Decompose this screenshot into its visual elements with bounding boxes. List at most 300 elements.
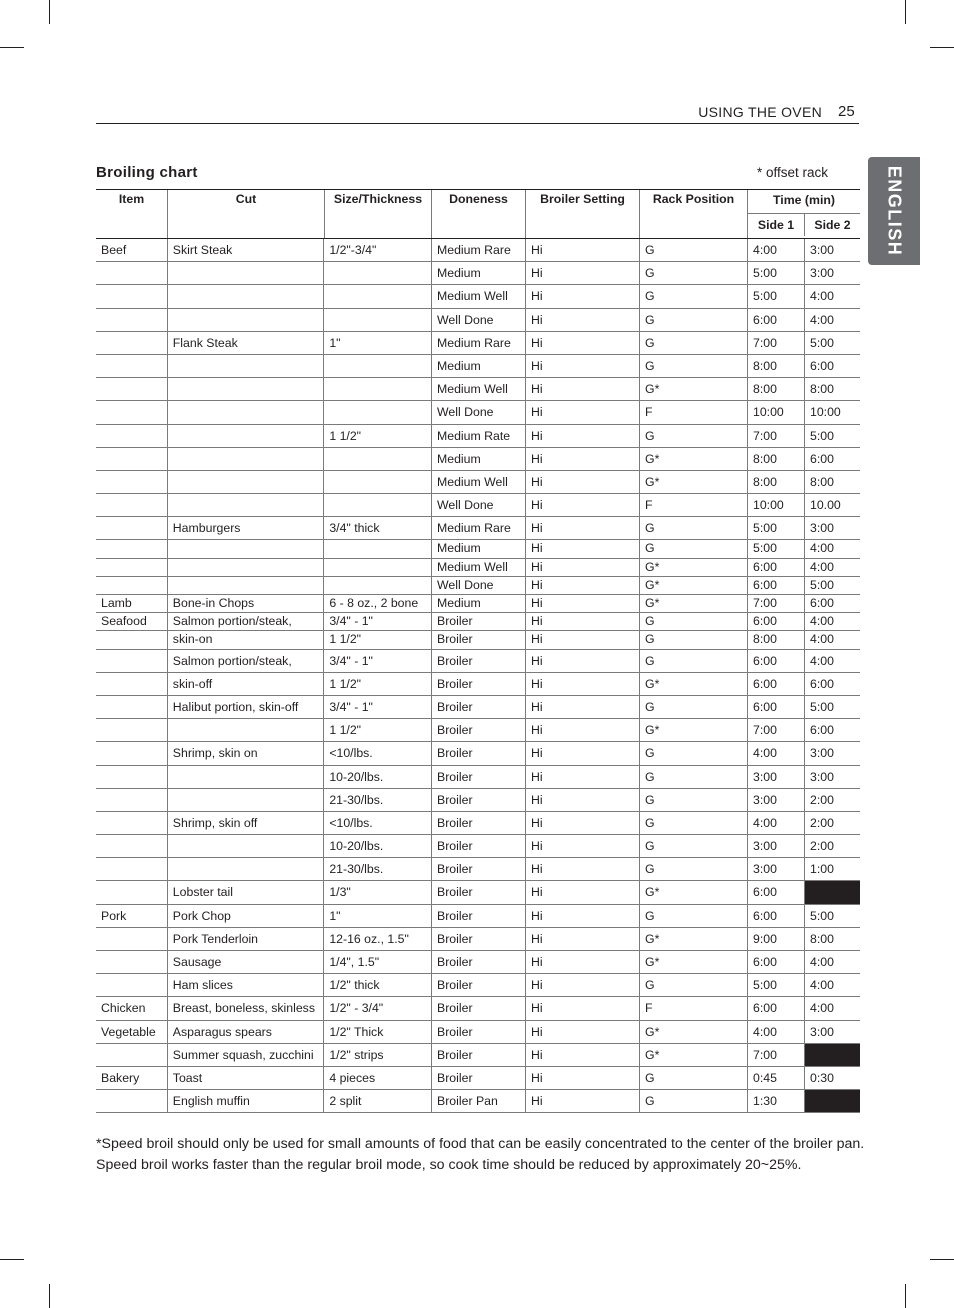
cell-item <box>96 262 168 284</box>
table-row <box>96 631 860 649</box>
cell-doneness: Broiler <box>432 1067 526 1089</box>
cell-time-side-2: 3:00 <box>810 746 834 761</box>
cell-doneness: Well Done <box>432 577 526 594</box>
cell-time-side-1: 4:00 <box>748 1021 805 1043</box>
cell-rack-position: G* <box>640 673 748 695</box>
cell-cut: Salmon portion/steak, <box>168 650 325 672</box>
cell-doneness: Medium Well <box>432 378 526 400</box>
table-row <box>96 494 860 517</box>
cell-broiler-setting: Hi <box>526 262 640 284</box>
cell-item <box>96 1090 168 1112</box>
cell-rack-position: G* <box>640 448 748 470</box>
table-row <box>96 309 860 332</box>
cell-doneness: Medium Rare <box>432 517 526 539</box>
cell-size: 1 1/2" <box>329 632 362 647</box>
cell-item <box>96 742 168 764</box>
cell-time-side-2: 3:00 <box>810 243 834 257</box>
cell-broiler-setting: Hi <box>526 719 640 741</box>
cell-time-side-2: 5:00 <box>810 577 834 592</box>
cell-doneness: Broiler <box>432 613 526 630</box>
cell-item <box>96 355 168 377</box>
row-label-group <box>96 378 432 400</box>
cell-rack-position: F <box>640 494 748 516</box>
page-number: 25 <box>838 103 855 120</box>
table-row <box>96 742 860 765</box>
table-row <box>96 595 860 613</box>
cell-time-side-1: 7:00 <box>748 595 805 612</box>
header-rule <box>96 123 859 124</box>
cell-time-side-2: 3:00 <box>810 1024 834 1039</box>
cell-item <box>96 425 168 447</box>
cell-size: 1 1/2" <box>329 723 362 738</box>
cell-doneness: Well Done <box>432 401 526 423</box>
cell-time-side-1: 3:00 <box>748 835 805 857</box>
cell-cut <box>168 401 325 423</box>
cell-broiler-setting: Hi <box>526 835 640 857</box>
row-label-group <box>96 928 432 950</box>
cell-size: 6 - 8 oz., 2 bone <box>329 596 419 610</box>
cell-time-side-1: 6:00 <box>748 673 805 695</box>
table-row <box>96 613 860 631</box>
cell-cut: Asparagus spears <box>168 1021 325 1043</box>
row-label-group <box>96 239 432 261</box>
cell-broiler-setting: Hi <box>526 928 640 950</box>
cell-size: 1/2" Thick <box>329 1024 384 1039</box>
crop-mark <box>905 0 906 24</box>
row-label-group <box>96 1067 432 1089</box>
cell-broiler-setting: Hi <box>526 613 640 630</box>
language-tab-label: ENGLISH <box>884 165 905 257</box>
table-row <box>96 719 860 742</box>
cell-time-side-2: 4:00 <box>810 955 834 969</box>
header-cut: Cut <box>168 190 325 238</box>
cell-broiler-setting: Hi <box>526 951 640 973</box>
cell-size <box>324 309 431 331</box>
cell-rack-position: G <box>640 239 748 261</box>
cell-time-side-1: 6:00 <box>748 997 805 1019</box>
row-label-group <box>96 285 432 307</box>
cell-rack-position: G <box>640 858 748 880</box>
cell-broiler-setting: Hi <box>526 696 640 718</box>
cell-doneness: Medium <box>432 355 526 377</box>
cell-time-side-1: 7:00 <box>748 332 805 354</box>
cell-item <box>96 835 168 857</box>
cell-rack-position: G <box>640 789 748 811</box>
cell-rack-position: G <box>640 1090 748 1112</box>
cell-item <box>96 577 168 594</box>
cell-cut <box>168 577 325 594</box>
cell-doneness: Broiler <box>432 812 526 834</box>
row-label-group <box>96 719 432 741</box>
cell-size: 1 1/2" <box>329 676 362 691</box>
cell-broiler-setting: Hi <box>526 631 640 648</box>
header-doneness: Doneness <box>432 190 526 238</box>
cell-item: Bakery <box>96 1067 168 1089</box>
row-label-group <box>96 812 432 834</box>
cell-size: 3/4" thick <box>329 521 380 536</box>
cell-item <box>96 378 168 400</box>
cell-doneness: Medium Well <box>432 285 526 307</box>
cell-cut: Halibut portion, skin-off <box>168 696 325 718</box>
cell-time-side-1: 8:00 <box>748 471 805 493</box>
cell-time-side-2: 8:00 <box>810 382 834 397</box>
cell-time-side-1: 5:00 <box>748 974 805 996</box>
cell-cut: Skirt Steak <box>168 239 325 261</box>
row-label-group <box>96 540 432 557</box>
cell-time-side-2: 10.00 <box>810 498 841 513</box>
table-row <box>96 1044 860 1067</box>
cell-doneness: Broiler <box>432 997 526 1019</box>
cell-time-side-2: 4:00 <box>810 632 834 647</box>
cell-time-side-2: 1:00 <box>810 862 834 877</box>
cell-rack-position: G <box>640 696 748 718</box>
cell-time-side-2: 6:00 <box>810 451 834 466</box>
cell-time-side-2 <box>805 1044 860 1066</box>
cell-item <box>96 494 168 516</box>
cell-item: Vegetable <box>96 1021 168 1043</box>
cell-size: <10/lbs. <box>329 815 373 830</box>
cell-size: 21-30/lbs. <box>329 792 384 807</box>
row-label-group <box>96 494 432 516</box>
cell-rack-position: G <box>640 905 748 927</box>
table-row <box>96 766 860 789</box>
table-row <box>96 905 860 928</box>
row-label-group <box>96 517 432 539</box>
cell-broiler-setting: Hi <box>526 595 640 612</box>
cell-broiler-setting: Hi <box>526 239 640 261</box>
cell-time-side-1: 10:00 <box>748 494 805 516</box>
cell-time-side-2 <box>805 1090 860 1112</box>
cell-time-side-1: 6:00 <box>748 905 805 927</box>
cell-doneness: Broiler <box>432 951 526 973</box>
cell-time-side-2: 6:00 <box>810 358 834 373</box>
cell-size: 21-30/lbs. <box>329 862 384 877</box>
cell-size: 1" <box>329 335 341 350</box>
cell-size: 1/4", 1.5" <box>329 955 380 969</box>
crop-mark <box>930 47 954 48</box>
cell-broiler-setting: Hi <box>526 355 640 377</box>
header-broiler-setting: Broiler Setting <box>526 190 640 238</box>
cell-time-side-1: 6:00 <box>748 613 805 630</box>
cell-broiler-setting: Hi <box>526 471 640 493</box>
section-title: USING THE OVEN <box>698 104 822 120</box>
cell-time-side-2: 2:00 <box>810 815 834 830</box>
cell-doneness: Broiler <box>432 789 526 811</box>
row-label-group <box>96 673 432 695</box>
cell-broiler-setting: Hi <box>526 812 640 834</box>
table-row <box>96 540 860 558</box>
cell-doneness: Broiler <box>432 928 526 950</box>
cell-rack-position: G <box>640 517 748 539</box>
broiling-table <box>96 189 860 1113</box>
cell-broiler-setting: Hi <box>526 401 640 423</box>
cell-item <box>96 309 168 331</box>
cell-doneness: Broiler Pan <box>432 1090 526 1112</box>
cell-broiler-setting: Hi <box>526 577 640 594</box>
cell-rack-position: G <box>640 766 748 788</box>
chart-title: Broiling chart <box>96 164 198 181</box>
cell-doneness: Broiler <box>432 766 526 788</box>
cell-size: <10/lbs. <box>329 746 373 761</box>
header-size: Size/Thickness <box>325 190 432 238</box>
cell-cut <box>168 559 325 576</box>
row-label-group <box>96 650 432 672</box>
cell-doneness: Broiler <box>432 905 526 927</box>
row-label-group <box>96 1044 432 1066</box>
cell-item <box>96 951 168 973</box>
crop-mark <box>49 0 50 24</box>
cell-size <box>324 540 431 557</box>
cell-size: 1/2" - 3/4" <box>329 1001 384 1016</box>
cell-time-side-1: 7:00 <box>748 425 805 447</box>
cell-cut: Lobster tail <box>168 881 325 903</box>
cell-item <box>96 881 168 903</box>
cell-cut <box>168 494 325 516</box>
cell-cut <box>168 471 325 493</box>
cell-doneness: Broiler <box>432 881 526 903</box>
cell-size <box>324 494 431 516</box>
cell-cut: Summer squash, zucchini <box>168 1044 325 1066</box>
cell-time-side-1: 4:00 <box>748 239 805 261</box>
cell-doneness: Broiler <box>432 696 526 718</box>
row-label-group <box>96 355 432 377</box>
language-tab <box>868 157 920 265</box>
cell-broiler-setting: Hi <box>526 1021 640 1043</box>
cell-size: 2 split <box>329 1094 362 1109</box>
cell-time-side-1: 3:00 <box>748 789 805 811</box>
cell-time-side-1: 1:30 <box>748 1090 805 1112</box>
footnote-line: Speed broil works faster than the regular broil mode, so cook time should be reduced by approximately 20~25%. <box>96 1156 802 1173</box>
cell-item: Seafood <box>96 613 168 630</box>
header-rack-position: Rack Position <box>640 190 748 238</box>
table-header <box>96 189 860 239</box>
cell-time-side-2: 4:00 <box>810 978 834 993</box>
row-label-group <box>96 835 432 857</box>
cell-broiler-setting: Hi <box>526 789 640 811</box>
cell-cut: Salmon portion/steak, <box>168 613 325 630</box>
cell-time-side-1: 5:00 <box>748 540 805 557</box>
cell-time-side-2: 5:00 <box>810 335 834 350</box>
cell-rack-position: G* <box>640 559 748 576</box>
table-row <box>96 1021 860 1044</box>
table-row <box>96 858 860 881</box>
cell-time-side-1: 6:00 <box>748 951 805 973</box>
cell-size <box>324 378 431 400</box>
table-body <box>96 239 860 1113</box>
cell-time-side-2: 4:00 <box>810 559 834 574</box>
cell-size: 3/4" - 1" <box>329 699 373 714</box>
cell-item <box>96 631 168 648</box>
row-label-group <box>96 881 432 903</box>
footnote-line: *Speed broil should only be used for small amounts of food that can be easily concentrated to the center of the broiler pan. <box>96 1136 865 1152</box>
row-label-group <box>96 401 432 423</box>
cell-item: Lamb <box>96 595 168 612</box>
cell-rack-position: G <box>640 974 748 996</box>
cell-rack-position: G <box>640 650 748 672</box>
cell-time-side-1: 6:00 <box>748 881 805 903</box>
cell-time-side-1: 8:00 <box>748 378 805 400</box>
cell-cut: Pork Tenderloin <box>168 928 325 950</box>
row-label-group <box>96 696 432 718</box>
cell-broiler-setting: Hi <box>526 997 640 1019</box>
cell-doneness: Broiler <box>432 858 526 880</box>
cell-time-side-2: 3:00 <box>810 521 834 536</box>
cell-size: 10-20/lbs. <box>329 769 384 784</box>
table-row <box>96 401 860 424</box>
cell-rack-position: G* <box>640 378 748 400</box>
cell-broiler-setting: Hi <box>526 494 640 516</box>
cell-time-side-2: 6:00 <box>810 596 834 610</box>
table-row <box>96 425 860 448</box>
cell-time-side-2: 8:00 <box>810 474 834 489</box>
cell-size: 12-16 oz., 1.5" <box>329 931 409 946</box>
cell-rack-position: G <box>640 309 748 331</box>
cell-item <box>96 812 168 834</box>
cell-size <box>324 448 431 470</box>
cell-item <box>96 650 168 672</box>
cell-time-side-2: 10:00 <box>810 405 841 420</box>
cell-time-side-1: 8:00 <box>748 631 805 648</box>
cell-rack-position: G <box>640 540 748 557</box>
cell-broiler-setting: Hi <box>526 559 640 576</box>
cell-size <box>324 285 431 307</box>
cell-rack-position: G <box>640 262 748 284</box>
cell-size: 10-20/lbs. <box>329 839 384 854</box>
table-row <box>96 355 860 378</box>
cell-doneness: Well Done <box>432 309 526 331</box>
header-time <box>748 190 860 238</box>
cell-time-side-1: 8:00 <box>748 355 805 377</box>
table-row <box>96 378 860 401</box>
cell-size <box>324 262 431 284</box>
row-label-group <box>96 577 432 594</box>
cell-rack-position: F <box>640 997 748 1019</box>
cell-rack-position: G <box>640 742 748 764</box>
offset-rack-note: * offset rack <box>756 165 828 180</box>
header-time-label: Time (min) <box>748 190 860 214</box>
table-row <box>96 928 860 951</box>
row-label-group <box>96 1021 432 1043</box>
cell-size: 4 pieces <box>329 1070 376 1085</box>
cell-rack-position: G* <box>640 881 748 903</box>
cell-broiler-setting: Hi <box>526 1044 640 1066</box>
table-row <box>96 285 860 308</box>
cell-item <box>96 789 168 811</box>
cell-size <box>324 355 431 377</box>
cell-broiler-setting: Hi <box>526 858 640 880</box>
cell-rack-position: G <box>640 812 748 834</box>
cell-broiler-setting: Hi <box>526 332 640 354</box>
row-label-group <box>96 1090 432 1112</box>
table-row <box>96 974 860 997</box>
cell-item <box>96 471 168 493</box>
table-row <box>96 559 860 577</box>
footnote <box>96 1134 866 1175</box>
row-label-group <box>96 742 432 764</box>
cell-doneness: Broiler <box>432 1044 526 1066</box>
cell-item <box>96 1044 168 1066</box>
cell-cut <box>168 285 325 307</box>
cell-doneness: Broiler <box>432 631 526 648</box>
cell-doneness: Broiler <box>432 673 526 695</box>
cell-time-side-2: 8:00 <box>810 931 834 946</box>
cell-broiler-setting: Hi <box>526 285 640 307</box>
cell-cut: English muffin <box>168 1090 325 1112</box>
cell-doneness: Broiler <box>432 1021 526 1043</box>
table-row <box>96 1090 860 1113</box>
cell-cut <box>168 425 325 447</box>
cell-time-side-1: 9:00 <box>748 928 805 950</box>
row-label-group <box>96 789 432 811</box>
cell-rack-position: G <box>640 631 748 648</box>
cell-cut <box>168 309 325 331</box>
cell-cut: Shrimp, skin off <box>168 812 325 834</box>
table-row <box>96 577 860 595</box>
cell-doneness: Medium Rare <box>432 239 526 261</box>
cell-item <box>96 858 168 880</box>
cell-doneness: Medium <box>432 262 526 284</box>
cell-size <box>324 471 431 493</box>
row-label-group <box>96 595 432 612</box>
table-row <box>96 812 860 835</box>
cell-broiler-setting: Hi <box>526 517 640 539</box>
cell-cut: Flank Steak <box>168 332 325 354</box>
cell-doneness: Broiler <box>432 742 526 764</box>
cell-time-side-2: 5:00 <box>810 908 834 923</box>
cell-time-side-2: 4:00 <box>810 1001 834 1016</box>
cell-broiler-setting: Hi <box>526 1067 640 1089</box>
table-row <box>96 835 860 858</box>
cell-broiler-setting: Hi <box>526 378 640 400</box>
cell-doneness: Medium <box>432 448 526 470</box>
cell-time-side-1: 7:00 <box>748 719 805 741</box>
cell-time-side-2 <box>805 881 860 903</box>
cell-time-side-2: 0:30 <box>810 1070 834 1085</box>
cell-rack-position: G <box>640 425 748 447</box>
row-label-group <box>96 613 432 630</box>
cell-time-side-1: 0:45 <box>748 1067 805 1089</box>
cell-item <box>96 285 168 307</box>
table-row <box>96 650 860 673</box>
cell-rack-position: G <box>640 355 748 377</box>
cell-size: 1 1/2" <box>329 428 362 443</box>
cell-cut <box>168 355 325 377</box>
cell-time-side-2: 4:00 <box>810 312 834 327</box>
cell-time-side-1: 6:00 <box>748 309 805 331</box>
table-row <box>96 1067 860 1090</box>
cell-doneness: Broiler <box>432 835 526 857</box>
cell-size <box>324 559 431 576</box>
cell-rack-position: G* <box>640 928 748 950</box>
row-label-group <box>96 974 432 996</box>
cell-cut: Pork Chop <box>168 905 325 927</box>
crop-mark <box>905 1284 906 1308</box>
cell-size: 1/3" <box>329 885 351 900</box>
cell-cut: Hamburgers <box>168 517 325 539</box>
cell-item <box>96 696 168 718</box>
cell-broiler-setting: Hi <box>526 905 640 927</box>
cell-broiler-setting: Hi <box>526 673 640 695</box>
cell-broiler-setting: Hi <box>526 974 640 996</box>
cell-item <box>96 766 168 788</box>
cell-rack-position: G* <box>640 471 748 493</box>
cell-time-side-2: 3:00 <box>810 266 834 281</box>
cell-time-side-2: 2:00 <box>810 839 834 854</box>
cell-broiler-setting: Hi <box>526 1090 640 1112</box>
table-row <box>96 673 860 696</box>
cell-cut: Toast <box>168 1067 325 1089</box>
cell-time-side-1: 8:00 <box>748 448 805 470</box>
